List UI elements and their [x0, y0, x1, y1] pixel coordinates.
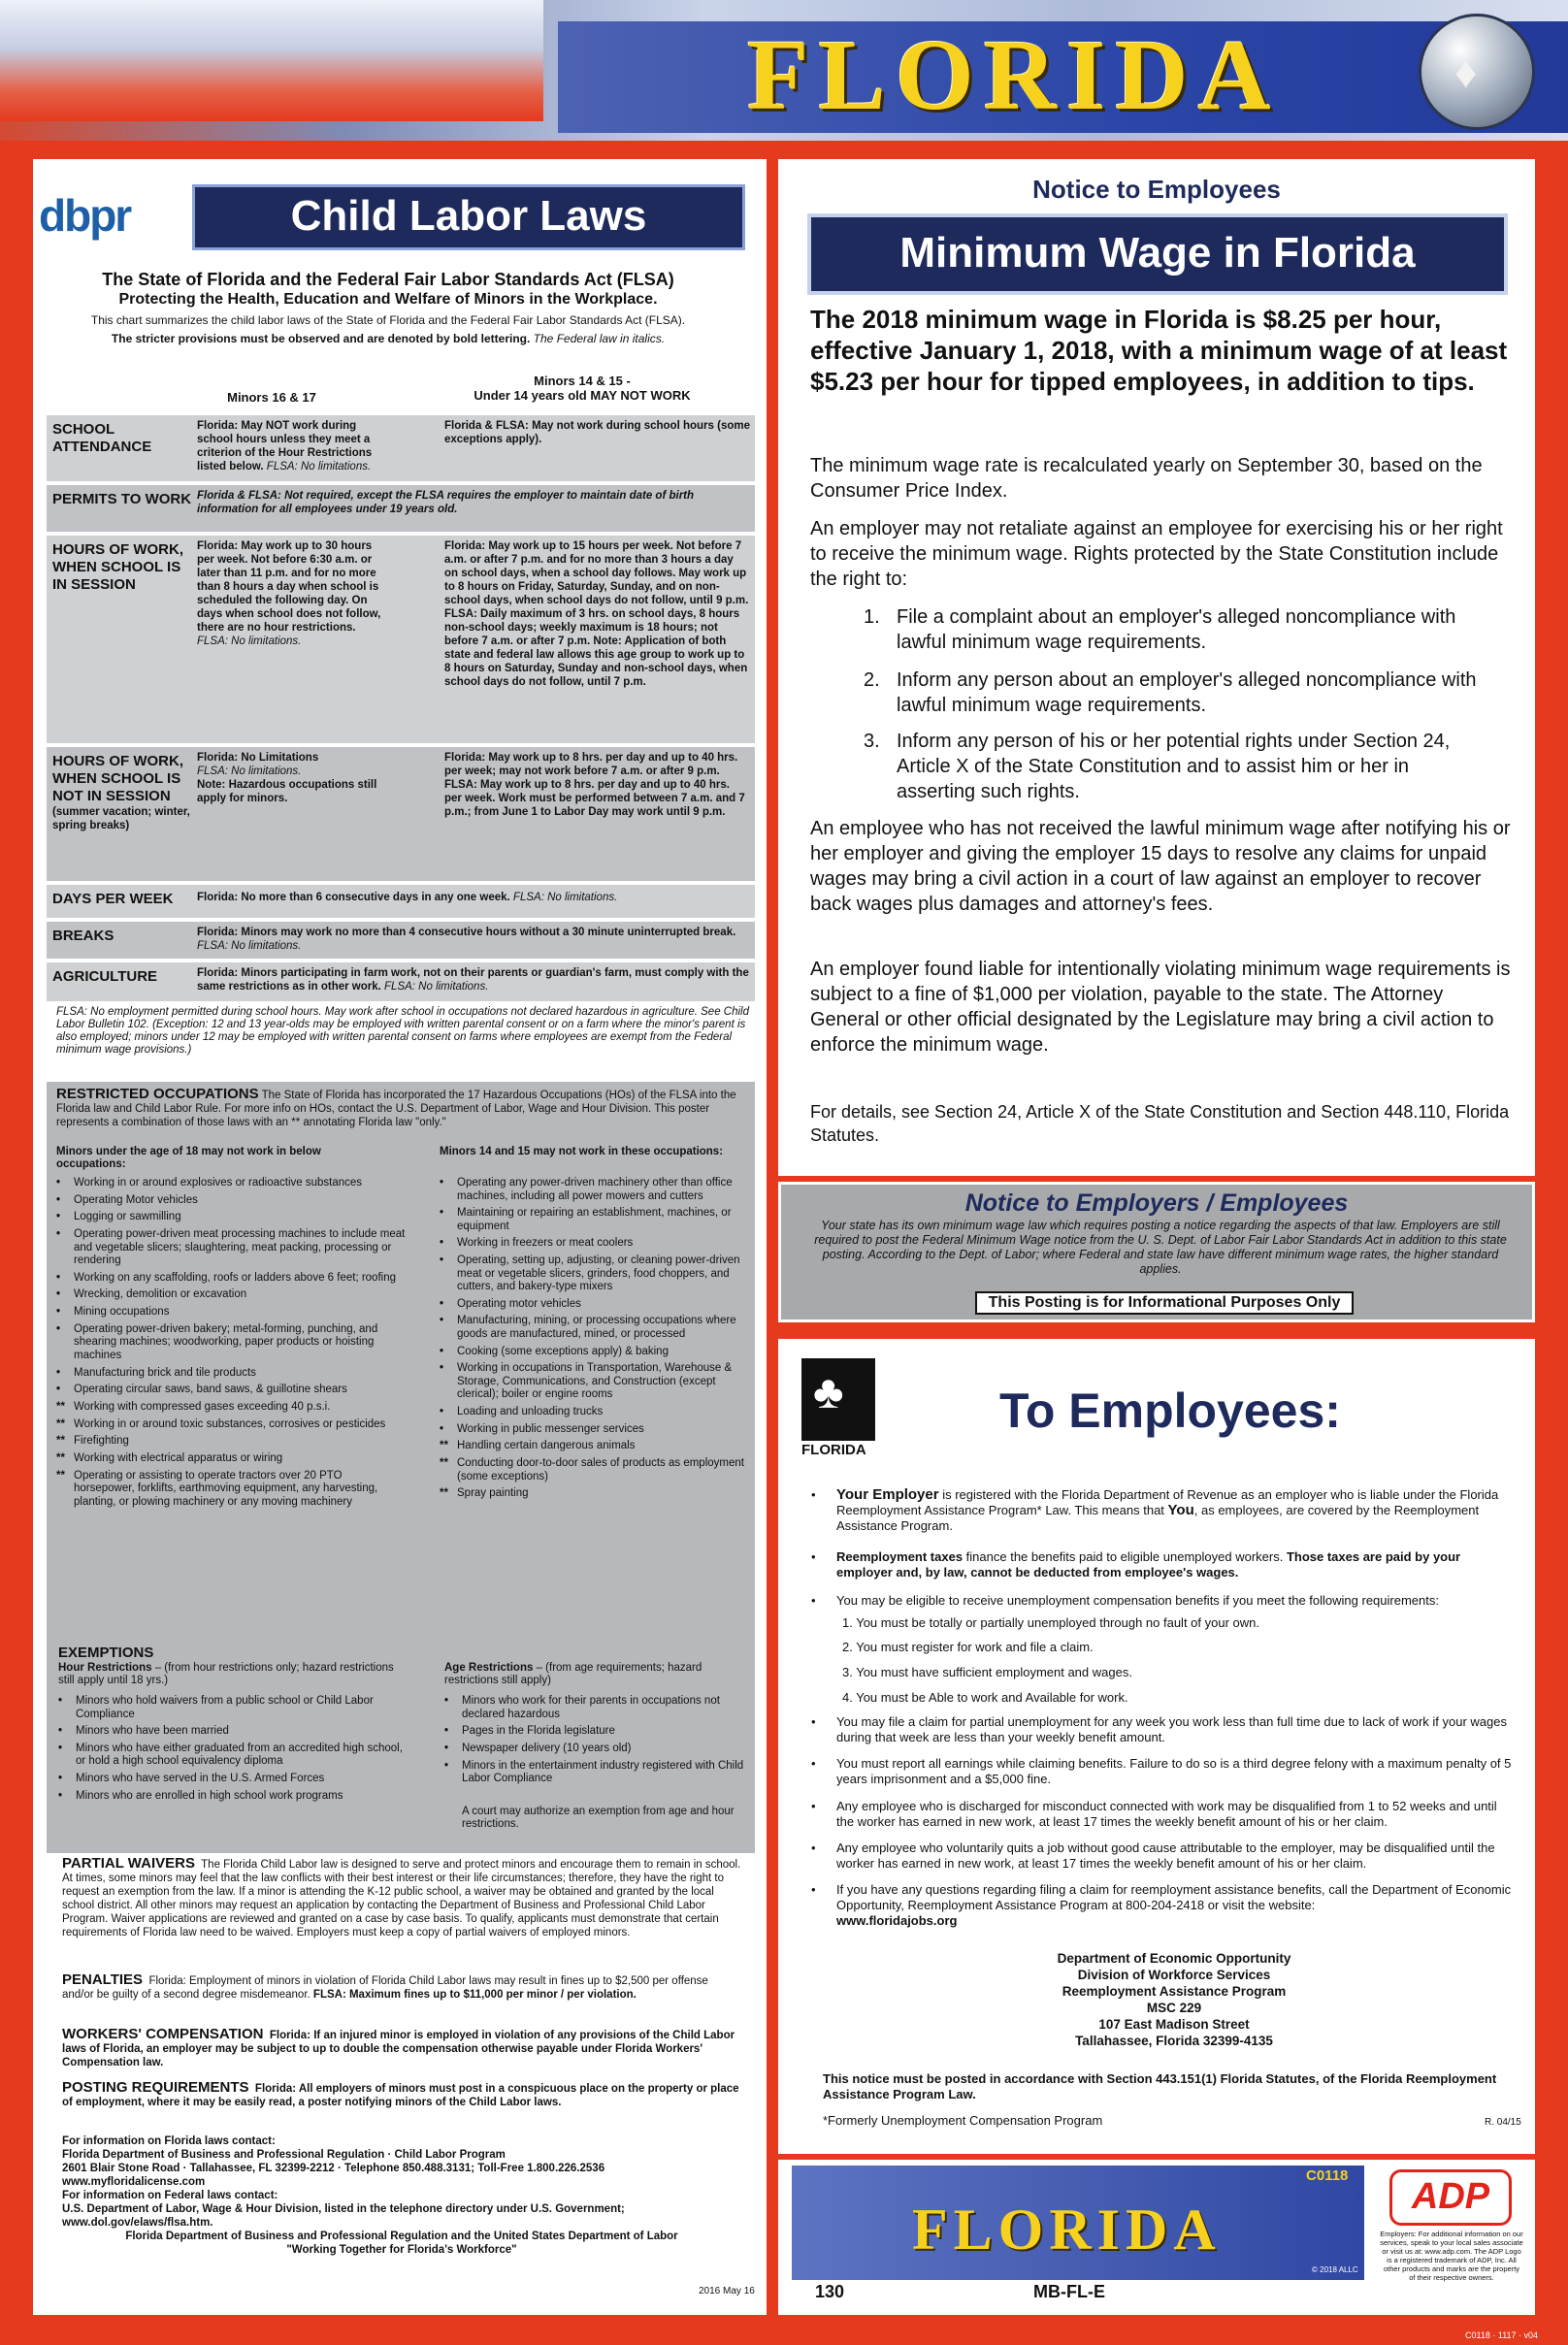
list-item: ** Working with compressed gases exceeding 40 p.s.i.: [56, 1400, 331, 1413]
list-item: ** Operating or assisting to operate tractors over 20 PTO horsepower, forklifts, earthmoving equipment, any harvesting, planting, or plowing machinery or any moving machinery: [56, 1469, 378, 1508]
bottom-code: C0118 · 1117 · v04: [1465, 2330, 1539, 2340]
partial-waivers: PARTIAL WAIVERS The Florida Child Labor law is designed to serve and protect minors and encourage them to remain in school. At times, some minors may feel that the law conflicts with their best interest or their life circumstances; therefore, they have the right to request an exemption from the law. If a minor is attending the K-12 public school, a waiver may be obtained and granted by the local school district. All other minors may request an application by contacting the Department of Business and Professional Child Labor Program. Waiver applications are reviewed and granted on a case by case basis. To qualify, applicants must demonstrate that certain requirements of Florida law need to be waived. Employers must keep a copy of partial waivers of employed minors.: [62, 1855, 741, 1938]
list-item: • Working in public messenger services: [440, 1422, 644, 1435]
hour-exemptions-list: [58, 1695, 408, 1807]
list-item: • Maintaining or repairing an establishment, machines, or equipment: [440, 1207, 732, 1232]
list-item: • Cooking (some exceptions apply) & baking: [440, 1345, 669, 1357]
te-req-2: 2. You must register for work and file a claim.: [842, 1640, 1094, 1654]
row-days-per-week: DAYS PER WEEK Florida: No more than 6 consecutive days in any one week. FLSA: No limitations.: [47, 885, 755, 918]
footer-copyright: © 2018 ALLC: [1312, 2265, 1358, 2274]
child-labor-title: Child Labor Laws: [192, 184, 745, 250]
row-agriculture: AGRICULTURE Florida: Minors participating in farm work, not on their parents or guardian's farm, must comply with the same restrictions as in other work. FLSA: No limitations.: [47, 962, 755, 1001]
mw-paragraph-1: The minimum wage rate is recalculated yearly on September 30, based on the Consumer Price Index.: [810, 455, 1483, 502]
informational-purposes-box: This Posting is for Informational Purposes Only: [975, 1291, 1354, 1315]
row-hours-in-session: HOURS OF WORK, WHEN SCHOOL IS IN SESSION Florida: May work up to 30 hours per week. Not before 6:30 a.m. or later than 11 p.m. and for no more than 8 hours a day when school is scheduled the following day. On days when school does not follow, there are no hour restrictions. FLSA: No limitations. Florida: May work up to 15 hours per week. Not before 7 a.m. or after 7 p.m. and for no more than 3 hours a day on school days, when a school day follows. May work up to 8 hours on Friday, Saturday, Sunday, and on non-school days, when school days do not follow, until 9 p.m. FLSA: Daily maximum of 3 hrs. on school days, 8 hours non-school days; weekly maximum is 18 hours; not before 7 a.m. or after 7 p.m. Note: Application of both state and federal law allows this age group to work up to 8 hours on Saturday, Sunday and non-school days, when school days do not follow, until 7 p.m.: [47, 536, 755, 743]
list-item: • Minors who are enrolled in high school work programs: [58, 1789, 343, 1802]
list-item: • Wrecking, demolition or excavation: [56, 1288, 247, 1301]
list-item: • Working in occupations in Transportation, Warehouse & Storage, Communications, and Construction (except clerical); boiler or engine rooms: [440, 1362, 733, 1401]
list-item: • Manufacturing brick and tile products: [56, 1366, 256, 1379]
list-item: • Operating any power-driven machinery other than office machines, including all power mowers and cutters: [440, 1177, 733, 1202]
florida-deo-logo: ♣ FLORIDA: [801, 1358, 875, 1465]
te-req-4: 4. You must be Able to work and Available for work.: [842, 1690, 1128, 1705]
column-header-16-17: Minors 16 & 17: [227, 390, 316, 405]
minors-14-15-list: [440, 1177, 750, 1505]
palm-tree-icon: ♣: [813, 1367, 844, 1418]
workers-comp: WORKERS' COMPENSATION Florida: If an injured minor is employed in violation of any provisions of the Child Labor laws of Florida, an employer may be subject to up to double the compensation otherwise payable under Florida Workers' Compensation law.: [62, 2026, 735, 2068]
notice-employers-text: Your state has its own minimum wage law which requires posting a notice regarding the aspects of that law. Employers are still required to post the Federal Minimum Wage notice from the U. S. Dept. of Labor Fair Labor Standards Act in addition to this state posting. According to the Dept. of Labor; where Federal and state law have different minimum wage rates, the higher standard applies.: [814, 1219, 1507, 1276]
mw-paragraph-3: An employee who has not received the lawful minimum wage after notifying his or her employer and giving the employer 15 days to resolve any claims for unpaid wages may bring a civil action in a court of law against an employer to recover back wages plus damages and attorney's fees.: [810, 818, 1511, 915]
list-item: • Operating motor vehicles: [440, 1297, 581, 1310]
contact-info: For information on Florida laws contact: Florida Department of Business and Professional Regulation · Child Labor Program 2601 Blair Stone Road · Tallahassee, FL 32399-2212 · Telephone 850.488.3131; Toll-Free 1.800.226.2536 www.myfloridalicense.com For information on Federal laws contact: U.S. Department of Labor, Wage & Hour Division, listed in the telephone directory under U.S. Government; www.dol.gov/elaws/flsa.htm. Florida Department of Business and Professional Regulation and the United States Department of Labor "Working Together for Florida's Workforce": [62, 2135, 678, 2256]
list-item: • Mining occupations: [56, 1306, 170, 1319]
adp-info: Employers: For additional information on our services, speak to your local sales associate or visit us at: www.adp.com. The ADP Logo is a registered trademark of ADP, Inc. All other products and marks are the property of their respective owners.: [1380, 2230, 1523, 2282]
formerly-note: *Formerly Unemployment Compensation Program: [823, 2113, 1103, 2128]
age-exemptions-list: [444, 1695, 745, 1790]
list-item: • Minors in the entertainment industry registered with Child Labor Compliance: [444, 1759, 744, 1785]
list-item: ** Working with electrical apparatus or wiring: [56, 1451, 283, 1464]
mw-paragraph-2: An employer may not retaliate against an employee for exercising his or her right to receive the minimum wage. Rights protected by the State Constitution include the right to:: [810, 518, 1503, 590]
notice-employers-title: Notice to Employers / Employees: [964, 1189, 1349, 1217]
subtitle-2: Protecting the Health, Education and Welfare of Minors in the Workplace.: [118, 291, 658, 308]
list-item: • Minors who have either graduated from an accredited high school, or hold a high school equivalency diploma: [58, 1742, 403, 1768]
row-hours-not-in-session: HOURS OF WORK, WHEN SCHOOL IS NOT IN SESSION (summer vacation; winter, spring breaks) Florida: No Limitations FLSA: No limitations. Note: Hazardous occupations still apply for minors. Florida: May work up to 8 hrs. per day and up to 40 hrs. per week; may not work before 7 a.m. or after 9 p.m. FLSA: May work up to 8 hrs. per day and up to 40 hrs. per week. Work must be performed between 7 a.m. and 7 p.m.; from June 1 to Labor Day may work until 9 p.m.: [47, 747, 755, 881]
flag-graphic: [0, 0, 543, 121]
poster-date: 2016 May 16: [699, 2286, 755, 2296]
list-item: ** Firefighting: [56, 1435, 129, 1448]
list-item: ** Spray painting: [440, 1487, 529, 1500]
florida-globe-icon: ♦: [1419, 14, 1535, 130]
list-item: • Operating circular saws, band saws, & guillotine shears: [56, 1384, 347, 1396]
list-item: • Working in freezers or meat coolers: [440, 1237, 634, 1250]
subtitle-4: The stricter provisions must be observed and are denoted by bold lettering. The Federal law in italics.: [111, 332, 666, 345]
mw-paragraph-4: An employer found liable for intentionally violating minimum wage requirements is subject to a fine of $1,000 per violation, payable to the state. The Attorney General or other official designated by the Legislature may bring a civil action to enforce the minimum wage.: [810, 959, 1511, 1056]
minimum-wage-lead: The 2018 minimum wage in Florida is $8.25 per hour, effective January 1, 2018, with a minimum wage of at least $5.23 per hour for tipped employees, in addition to tips.: [810, 305, 1508, 396]
list-item: • Operating power-driven bakery; metal-forming, punching, and shearing machines; woodworking, paper products or hoisting machines: [56, 1322, 378, 1361]
mw-paragraph-5: For details, see Section 24, Article X of the State Constitution and Section 448.110, Florida Statutes.: [810, 1102, 1510, 1145]
list-item: ** Conducting door-to-door sales of products as employment (some exceptions): [440, 1457, 744, 1482]
list-item: • Minors who work for their parents in occupations not declared hazardous: [444, 1695, 720, 1720]
subtitle-1: The State of Florida and the Federal Fair Labor Standards Act (FLSA): [102, 270, 674, 289]
list-item: • Logging or sawmilling: [56, 1211, 181, 1223]
list-item: • Pages in the Florida legislature: [444, 1725, 615, 1738]
dbpr-logo: dbpr: [39, 190, 131, 241]
list-item: • Working in or around explosives or radioactive substances: [56, 1177, 363, 1189]
list-item: • Newspaper delivery (10 years old): [444, 1742, 632, 1754]
list-item: • Operating, setting up, adjusting, or cleaning power-driven meat or vegetable slicers, grinders, food choppers, and cutters, and bakery-type mixers: [440, 1254, 740, 1293]
poster-id: MB-FL-E: [1033, 2282, 1105, 2301]
list-item: • Working on any scaffolding, roofs or ladders above 6 feet; roofing: [56, 1271, 396, 1284]
flsa-note: FLSA: No employment permitted during school hours. May work after school in occupations not declared hazardous in agriculture. See Child Labor Bulletin 102. (Exception: 12 and 13 year-olds may be employed with written parental consent or on a farm where the minor's parent is also employed; minors under 12 may be employed with written parental consent on farms where employees are exempt from the Federal minimum wage provisions.): [56, 1006, 750, 1056]
to-employees-title: To Employees:: [999, 1384, 1341, 1438]
te-req-3: 3. You must have sufficient employment and wages.: [842, 1665, 1132, 1679]
subtitle-3: This chart summarizes the child labor laws of the State of Florida and the Federal Fair Labor Standards Act (FLSA).: [90, 313, 686, 327]
under-18-list: [56, 1177, 406, 1513]
list-item: • Manufacturing, mining, or processing occupations where goods are manufactured, mined, or processed: [440, 1315, 736, 1340]
penalties: PENALTIES Florida: Employment of minors in violation of Florida Child Labor laws may result in fines up to $2,500 per offense and/or be guilty of a second degree misdemeanor. FLSA: Maximum fines up to $11,000 per minor / per violation.: [62, 1971, 708, 2001]
adp-logo: ADP: [1389, 2169, 1512, 2226]
posting-law-note: This notice must be posted in accordance with Section 443.151(1) Florida Statutes, of the Florida Reemployment Assistance Program Law.: [823, 2071, 1497, 2101]
footer-code: C0118: [1306, 2167, 1349, 2184]
restricted-occupations: RESTRICTED OCCUPATIONS The State of Florida has incorporated the 17 Hazardous Occupations (HOs) of the FLSA into the Florida law and Child Labor Rule. For more info on HOs, contact the U.S. Department of Labor, Wage and Hour Division. This poster represents a combination of those laws with an ** annotating Florida law "only." Minors under the age of 18 may not work in below occupations: • Working in or around explosives or radioactive substances • Operating Motor vehicles • Logging or sawmilling • Operating power-driven meat processing machines to include meat and vegetable slicers; slaughtering, meat packing, processing or rendering • Working on any scaffolding, roofs or ladders above 6 feet; roofing • Wrecking, demolition or excavation • Mining occupations • Operating power-driven bakery; metal-forming, punching, and shearing machines; woodworking, paper products or hoisting machines • Manufacturing brick and tile products • Operating circular saws, band saws, & guillotine shears ** Working with compressed gases exceeding 40 p.s.i. ** Working in or around toxic substances, corrosives or pesticides ** Firefighting ** Working with electrical apparatus or wiring ** Operating or assisting to operate tractors over 20 PTO horsepower, forklifts, earthmoving equipment, any harvesting, planting, or plowing machinery or any moving machinery Minors 14 and 15 may not work in these occupations: • Operating any power-driven machinery other than office machines, including all power mowers and cutters • Maintaining or repairing an establishment, machines, or equipment • Working in freezers or meat coolers • Operating, setting up, adjusting, or cleaning power-driven meat or vegetable slicers, grinders, food choppers, and cutters, and bakery-type mixers • Operating motor vehicles • Manufacturing, mining, or processing occupations where goods are manufactured, mined, or processed • Cooking (some exceptions apply) & baking • Working in occupations in Transportation, Warehouse & Storage, Communications, and Construction (except clerical); boiler or engine rooms • Loading and unloading trucks • Working in public messenger services ** Handling certain dangerous animals ** Conducting door-to-door sales of products as employment (some exceptions) ** Spray painting EXEMPTIONS Hour Restrictions – (from hour restrictions only; hazard restrictions still apply until 18 yrs.) • Minors who hold waivers from a public school or Child Labor Compliance • Minors who have been married • Minors who have either graduated from an accredited high school, or hold a high school equivalency diploma • Minors who have served in the U.S. Armed Forces • Minors who are enrolled in high school work programs Age Restrictions – (from age requirements; hazard restrictions still apply) • Minors who work for their parents in occupations not declared hazardous • Pages in the Florida legislature • Newspaper delivery (10 years old) • Minors in the entertainment industry registered with Child Labor Compliance A court may authorize an exemption from age and hour restrictions.: [47, 1082, 755, 1853]
list-item: • Minors who hold waivers from a public school or Child Labor Compliance: [58, 1695, 374, 1720]
deo-address: Department of Economic Opportunity Division of Workforce Services Reemployment Assistance Program MSC 229 107 East Madison Street Tallahassee, Florida 32399-4135: [1057, 1951, 1291, 2048]
minimum-wage-title: Minimum Wage in Florida: [807, 213, 1508, 295]
row-permits: PERMITS TO WORK Florida & FLSA: Not required, except the FLSA requires the employer to maintain date of birth information for all employees under 19 years old.: [47, 485, 755, 532]
list-item: • Operating Motor vehicles: [56, 1193, 198, 1206]
notice-to-employees: Notice to Employees: [1032, 175, 1281, 204]
list-item: ** Working in or around toxic substances, corrosives or pesticides: [56, 1417, 386, 1430]
row-school-attendance: SCHOOL ATTENDANCE Florida: May NOT work during school hours unless they meet a criterion of the Hour Restrictions listed below. FLSA: No limitations. Florida & FLSA: May not work during school hours (some exceptions apply).: [47, 415, 755, 481]
list-item: • Minors who have served in the U.S. Armed Forces: [58, 1773, 325, 1785]
footer-title: FLORIDA: [912, 2198, 1222, 2262]
row-breaks: BREAKS Florida: Minors may work no more than 4 consecutive hours without a 30 minute uninterrupted break. FLSA: No limitations.: [47, 922, 755, 959]
poster-number: 130: [815, 2282, 845, 2301]
list-item: ** Handling certain dangerous animals: [440, 1440, 636, 1452]
revision-code: R. 04/15: [1485, 2117, 1521, 2128]
list-item: • Operating power-driven meat processing machines to include meat and vegetable slicers; slaughtering, meat packing, processing or rendering: [56, 1228, 406, 1267]
header-title: FLORIDA: [747, 19, 1281, 131]
list-item: • Minors who have been married: [58, 1725, 229, 1738]
list-item: • Loading and unloading trucks: [440, 1406, 604, 1417]
column-header-14-15: Minors 14 & 15 - Under 14 years old MAY NOT WORK: [474, 374, 691, 403]
te-req-1: 1. You must be totally or partially unemployed through no fault of your own.: [842, 1615, 1259, 1630]
posting-requirements: POSTING REQUIREMENTS Florida: All employers of minors must post in a conspicuous place on the property or place of employment, where it may be easily read, a poster notifying minors of the Child Labor laws.: [62, 2079, 739, 2108]
header-banner: [0, 0, 1568, 141]
